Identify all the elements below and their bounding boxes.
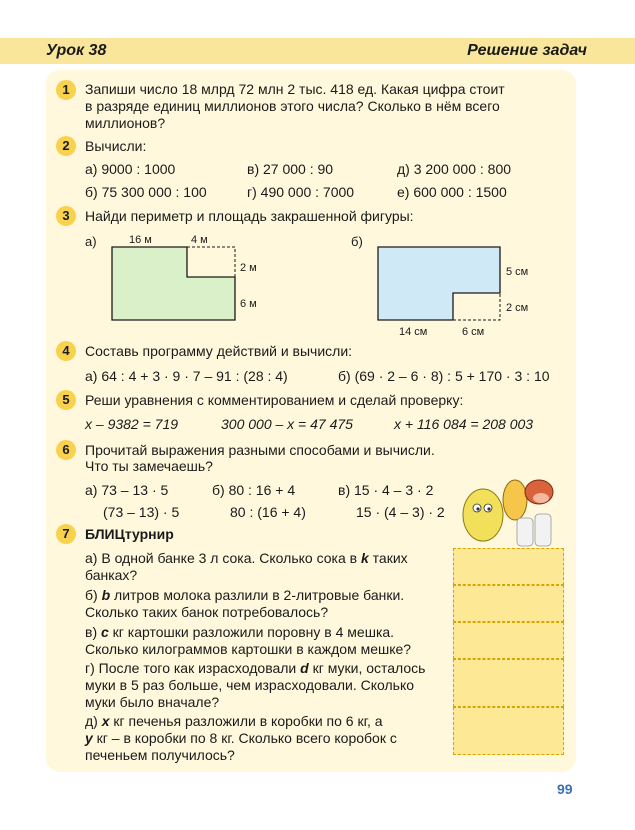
- task-7-title: БЛИЦтурнир: [85, 526, 174, 542]
- figure-b-bottom2: 6 см: [462, 326, 485, 338]
- task-1-badge: 1: [56, 80, 76, 100]
- task-2-g: г) 490 000 : 7000: [247, 184, 355, 200]
- task-4-badge: 4: [56, 341, 76, 361]
- orange-character: [503, 480, 527, 520]
- answer-cell-3: [453, 622, 564, 659]
- page-number: 99: [557, 781, 573, 797]
- answer-grid: [453, 548, 564, 755]
- figure-b-dashed-outline: [453, 293, 500, 320]
- milk-bottle-2: [535, 514, 551, 546]
- lesson-number: Урок 38: [46, 42, 107, 59]
- task-7-b-text2: литров молока разлили в 2-литровые банки.: [110, 587, 405, 603]
- task-7-c-variable: c: [101, 624, 109, 640]
- task-7-d-text2: кг муки, осталось: [308, 660, 426, 676]
- task-5-title: Реши уравнения с комментированием и сделай проверку:: [85, 392, 464, 408]
- task-6-b1: б) 80 : 16 + 4: [212, 482, 296, 498]
- task-6-v1: в) 15 · 4 – 3 · 2: [338, 482, 434, 498]
- figure-b-label: б): [351, 234, 363, 249]
- task-1-text-line1: Запиши число 18 млрд 72 млн 2 тыс. 418 ед. Какая цифра стоит: [85, 81, 505, 97]
- task-7-e-line1: [85, 713, 383, 730]
- task-7-b-line2: Сколько таких банок потребовалось?: [85, 604, 329, 620]
- task-3-title: Найди периметр и площадь закрашенной фигуры:: [85, 208, 414, 224]
- task-7-d-line3: муки было вначале?: [85, 694, 220, 710]
- task-4-a: а) 64 : 4 + 3 · 9 · 7 – 91 : (28 : 4): [85, 368, 288, 384]
- figure-a-side2: 6 м: [240, 298, 257, 310]
- task-7-badge: 7: [56, 524, 76, 544]
- task-5-equation-2: 300 000 – x = 47 475: [221, 416, 353, 432]
- task-7-e-line2: [85, 730, 397, 747]
- characters-illustration: [455, 470, 565, 550]
- task-1-text-line3: миллионов?: [85, 115, 166, 131]
- task-7-b-line1: [85, 587, 404, 604]
- task-6-badge: 6: [56, 440, 76, 460]
- figure-b-side1: 5 см: [506, 266, 529, 278]
- task-7-a-text1: а) В одной банке 3 л сока. Сколько сока в: [85, 550, 361, 566]
- figure-b-shape: [378, 247, 500, 320]
- task-7-a-variable: k: [360, 550, 369, 566]
- task-3-figures: [0, 0, 635, 345]
- lemon-character: [463, 489, 503, 541]
- lemon-pupil-right: [487, 507, 490, 510]
- milk-bottle-1: [517, 518, 533, 546]
- answer-cell-5: [453, 707, 564, 755]
- task-7-e-text1: д): [85, 713, 102, 729]
- task-2-title: Вычисли:: [85, 138, 147, 154]
- task-2-badge: 2: [56, 136, 76, 156]
- task-5-equation-1: x – 9382 = 719: [85, 416, 179, 432]
- task-6-a1: а) 73 – 13 · 5: [85, 482, 169, 498]
- task-7-c-line2: Сколько килограммов картошки в каждом мешке?: [85, 641, 412, 657]
- task-7-e-line3: печеньем получилось?: [85, 747, 235, 763]
- task-5-equation-3: x + 116 084 = 208 003: [394, 416, 534, 432]
- task-7-d-line1: [85, 660, 425, 677]
- figure-a-top2: 4 м: [191, 234, 208, 246]
- task-6-b2: 80 : (16 + 4): [230, 504, 306, 520]
- task-7-e-text2: кг печенья разложили в коробки по 6 кг, а: [109, 713, 383, 729]
- task-2-b: б) 75 300 000 : 100: [85, 184, 207, 200]
- task-7-b-variable: b: [101, 587, 111, 603]
- lemon-pupil-left: [476, 507, 479, 510]
- figure-a-side1: 2 м: [240, 262, 257, 274]
- task-7-e-variable-x: x: [101, 713, 110, 729]
- task-2-a: а) 9000 : 1000: [85, 161, 176, 177]
- figure-a-top1: 16 м: [129, 234, 152, 246]
- answer-cell-1: [453, 548, 564, 585]
- task-7-a-line2: банках?: [85, 567, 138, 583]
- task-5-badge: 5: [56, 390, 76, 410]
- task-7-a-text2: таких: [368, 550, 408, 566]
- task-7-e-variable-y: y: [85, 730, 93, 746]
- figure-a-label: а): [85, 234, 97, 249]
- task-7-c-line1: [85, 624, 394, 641]
- figure-b-side2: 2 см: [506, 302, 529, 314]
- task-6-text-line2: Что ты замечаешь?: [85, 458, 213, 474]
- task-2-e: е) 600 000 : 1500: [397, 184, 507, 200]
- task-3-badge: 3: [56, 206, 76, 226]
- figure-a-dashed-outline: [187, 247, 235, 277]
- task-7-c-text2: кг картошки разложили поровну в 4 мешка.: [108, 624, 395, 640]
- cow-muzzle: [533, 493, 549, 503]
- task-7-c-text1: в): [85, 624, 101, 640]
- task-4-title: Составь программу действий и вычисли:: [85, 343, 353, 359]
- task-7-b-text1: б): [85, 587, 102, 603]
- task-7-d-line2: муки в 5 раз больше, чем израсходовали. Сколько: [85, 677, 415, 693]
- task-7-d-text1: г) После того как израсходовали: [85, 660, 301, 676]
- task-2-d: д) 3 200 000 : 800: [397, 161, 512, 177]
- task-7-d-variable: d: [300, 660, 309, 676]
- task-6-text-line1: Прочитай выражения разными способами и вычисли.: [85, 442, 435, 458]
- task-2-v: в) 27 000 : 90: [247, 161, 334, 177]
- task-4-b: б) (69 · 2 – 6 · 8) : 5 + 170 · 3 : 10: [338, 368, 550, 384]
- task-7-e-text3: кг – в коробки по 8 кг. Сколько всего коробок с: [92, 730, 397, 746]
- lesson-topic: Решение задач: [467, 42, 587, 59]
- task-6-v2: 15 · (4 – 3) · 2: [356, 504, 445, 520]
- task-6-a2: (73 – 13) · 5: [103, 504, 180, 520]
- figure-b-bottom1: 14 см: [399, 326, 428, 338]
- figure-a-shape: [112, 247, 235, 320]
- task-7-a-line1: [85, 550, 408, 567]
- task-1-text-line2: в разряде единиц миллионов этого числа? Сколько в нём всего: [85, 98, 500, 114]
- answer-cell-2: [453, 585, 564, 622]
- answer-cell-4: [453, 659, 564, 707]
